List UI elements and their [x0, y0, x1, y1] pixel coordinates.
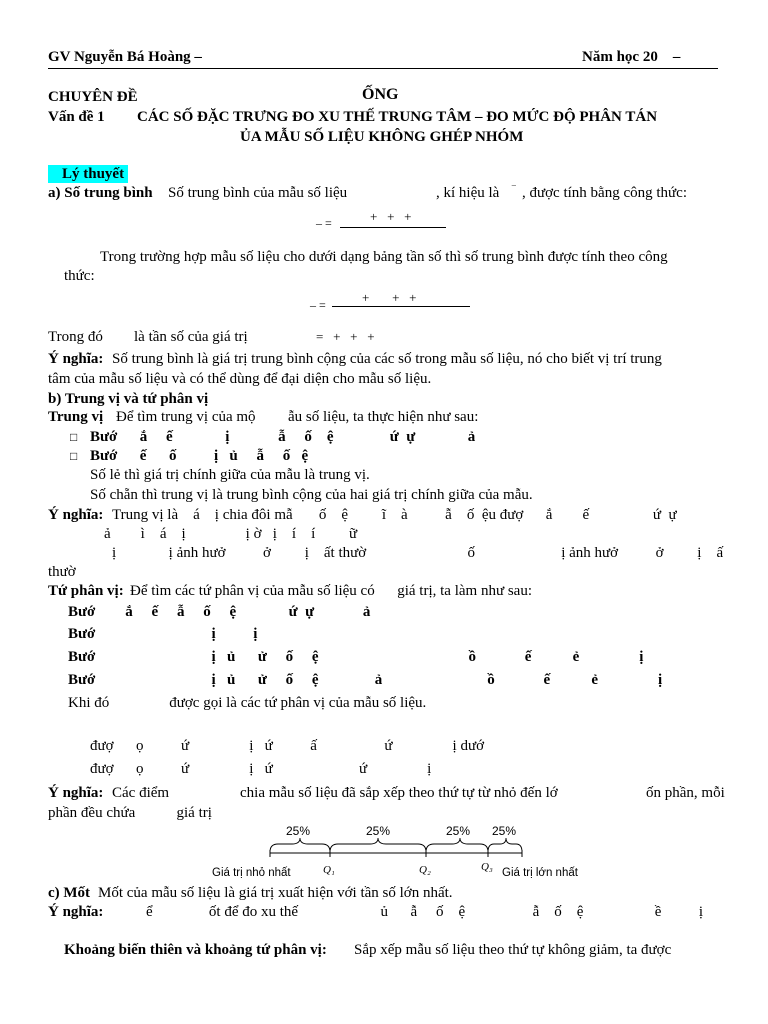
- problem-label: Vấn đề 1: [48, 109, 105, 125]
- median-meaning-2: ả ì á ị ị ờ ị í í ữ: [104, 526, 358, 542]
- mean-where-c: = + + +: [316, 329, 375, 344]
- q3-label: Q₃: [481, 861, 493, 873]
- formula2-fraction-bar: [332, 306, 470, 307]
- q2-label: Q₂: [419, 864, 431, 876]
- median-meaning-3: ị ị ảnh hưở ở ị ất thườ ố ị ảnh hưở ở ị ấ: [112, 545, 724, 561]
- median-step-1-text: Bướ ắ ế ị ẫ ố ệ ứ ự ả: [90, 429, 476, 445]
- pct-label-3: 25%: [446, 824, 471, 838]
- problem-title-cont: ỦA MẪU SỐ LIỆU KHÔNG GHÉP NHÓM: [240, 129, 524, 145]
- range-text: Sắp xếp mẫu số liệu theo thứ tự không giảm, ta được: [354, 942, 672, 958]
- median-step-1: [90, 428, 475, 446]
- mode-text: Mốt của mẫu số liệu là giá trị xuất hiện với tần số lớn nhất.: [98, 885, 453, 901]
- median-meaning-4: thườ: [48, 564, 76, 580]
- problem-title: CÁC SỐ ĐẶC TRƯNG ĐO XU THẾ TRUNG TÂM – ĐO MỨC ĐỘ PHÂN TÁN: [137, 109, 658, 125]
- median-intro-a: Để tìm trung vị của mộ: [116, 409, 256, 425]
- formula2-lhs: – =: [310, 298, 326, 312]
- median-step-2-text: Bướ ế ố ị ủ ẫ ố ệ: [90, 448, 309, 464]
- bullet-icon: □: [70, 430, 78, 444]
- formula1-fraction-bar: [340, 227, 446, 228]
- median-step-2: [90, 447, 308, 465]
- quartile-note-1: đượ ọ ứ ị ứ ấ ứ ị dướ: [90, 738, 485, 754]
- max-label: Giá trị lớn nhất: [502, 867, 578, 879]
- header-rule: [48, 68, 718, 69]
- quartile-meaning-1a: Các điểm: [112, 785, 170, 801]
- formula2-numerator: + + +: [362, 290, 417, 305]
- mean-intro-c: , được tính bằng công thức:: [522, 185, 687, 201]
- mean-heading: a) Số trung bình: [48, 185, 153, 201]
- header-school-year: Năm học 20 –: [582, 49, 681, 65]
- mean-freq-para-1: Trong trường hợp mẫu số liệu cho dưới dạng bảng tần số thì số trung bình được tính theo công: [100, 249, 668, 265]
- quartile-meaning-2: phần đều chứa giá trị: [48, 805, 212, 821]
- quartile-meaning-1c: ốn phần, mỗi: [646, 785, 725, 801]
- quartile-step-2: Bướ ị ị: [68, 626, 258, 642]
- mean-freq-para-2: thức:: [64, 268, 95, 284]
- pct-label-2: 25%: [366, 824, 391, 838]
- mean-intro: Số trung bình của mẫu số liệu: [168, 185, 348, 201]
- quartile-step-4: Bướ ị ủ ử ố ệ ả ồ ế ẻ ị: [68, 672, 663, 688]
- q1-label: Q₁: [323, 864, 335, 876]
- median-intro-b: ẫu số liệu, ta thực hiện như sau:: [288, 409, 479, 425]
- mean-meaning-label: Ý nghĩa:: [48, 351, 104, 367]
- formula1-lhs: – =: [316, 216, 332, 230]
- mean-where-a: Trong đó: [48, 329, 103, 345]
- topic-label: CHUYÊN ĐỀ: [48, 89, 138, 105]
- section-theory: Lý thuyết: [48, 165, 128, 183]
- quartile-when: Khi đó được gọi là các tứ phân vị của mẫu số liệu.: [68, 695, 427, 711]
- median-odd: Số lẻ thì giá trị chính giữa của mẫu là trung vị.: [90, 467, 370, 483]
- topic-title: ỐNG: [362, 86, 399, 103]
- median-even: Số chẵn thì trung vị là trung bình cộng của hai giá trị chính giữa của mẫu.: [90, 487, 533, 503]
- median-meaning-label: Ý nghĩa:: [48, 507, 104, 523]
- quartile-meaning-label: Ý nghĩa:: [48, 785, 104, 801]
- median-label: Trung vị: [48, 409, 104, 425]
- quartile-step-1: Bướ ắ ế ẫ ố ệ ứ ự ả: [68, 604, 371, 620]
- quartile-step-3: Bướ ị ủ ử ố ệ ồ ế ẻ ị: [68, 649, 644, 665]
- mean-where-b: là tần số của giá trị: [134, 329, 248, 345]
- quartile-label: Tứ phân vị:: [48, 583, 124, 599]
- mean-meaning-2: tâm của mẫu số liệu và có thể dùng để đại diện cho mẫu số liệu.: [48, 371, 432, 387]
- mode-meaning-1: ể ốt để đo xu thế ủ ẫ ố ệ ẫ ố ệ ề ị: [146, 904, 704, 920]
- quartile-intro: Để tìm các tứ phân vị của mẫu số liệu có giá trị, ta làm như sau:: [130, 583, 532, 599]
- bullet-icon: □: [70, 449, 78, 463]
- mean-meaning-1: Số trung bình là giá trị trung bình cộng của các số trong mẫu số liệu, nó cho biết vị trí trung: [112, 351, 662, 367]
- pct-label-1: 25%: [286, 824, 311, 838]
- median-heading: b) Trung vị và tứ phân vị: [48, 391, 209, 407]
- quartile-meaning-1b: chia mẫu số liệu đã sắp xếp theo thứ tự từ nhỏ đến lớ: [240, 785, 558, 801]
- mean-intro-b: , kí hiệu là: [436, 185, 500, 201]
- median-meaning-1: Trung vị là á ị chia đôi mẫ ố ệ ĩ à ẫ ố ệu đượ ắ ế ứ ự: [112, 507, 677, 523]
- pct-label-4: 25%: [492, 824, 517, 838]
- min-label: Giá trị nhỏ nhất: [212, 867, 291, 879]
- range-heading: Khoảng biến thiên và khoảng tứ phân vị:: [64, 942, 327, 958]
- mean-bar-symbol: ‾: [512, 185, 516, 197]
- mode-meaning-label: Ý nghĩa:: [48, 904, 104, 920]
- header-author: GV Nguyễn Bá Hoàng –: [48, 49, 202, 65]
- diagram-braces: [270, 838, 522, 852]
- quartile-diagram: [200, 820, 578, 882]
- mode-heading: c) Mốt: [48, 885, 91, 901]
- formula1-numerator: + + +: [370, 209, 412, 224]
- quartile-note-2: đượ ọ ứ ị ứ ứ ị: [90, 761, 432, 777]
